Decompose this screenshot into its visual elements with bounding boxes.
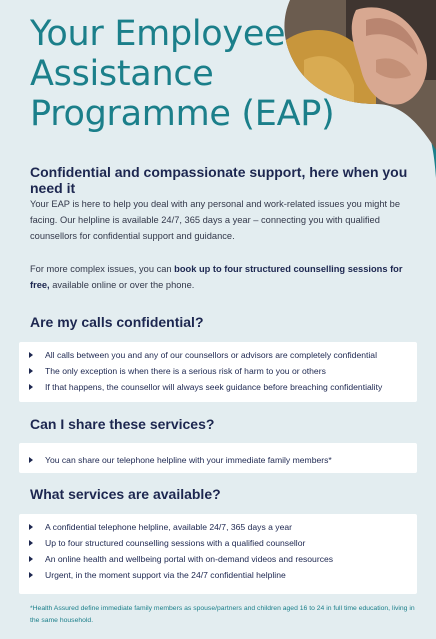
intro-subheading: Confidential and compassionate support, here when you need it [30, 164, 408, 196]
bullet-triangle-icon [29, 368, 33, 374]
bullet-triangle-icon [29, 572, 33, 578]
list-item-text: If that happens, the counsellor will always seek guidance before breaching confidentiality [45, 382, 383, 392]
list-item-text: The only exception is when there is a serious risk of harm to you or others [45, 366, 326, 376]
list-item [19, 347, 417, 363]
list-item [19, 567, 417, 583]
paragraph-text: For more complex issues, you can [30, 264, 175, 274]
list-item-text: You can share our telephone helpline with your immediate family members* [45, 455, 332, 465]
bullet-triangle-icon [29, 384, 33, 390]
page-title [30, 14, 334, 134]
bullet-triangle-icon [29, 524, 33, 530]
list-item [19, 519, 417, 535]
page-title-line: Programme (EAP) [30, 94, 335, 134]
confidential-card [19, 342, 417, 402]
bullet-triangle-icon [29, 352, 33, 358]
list-item [19, 363, 417, 379]
list-item-text: All calls between you and any of our counsellors or advisors are completely confidential [45, 350, 377, 360]
list-item [19, 535, 417, 551]
bullet-list [19, 452, 417, 468]
list-item [19, 379, 417, 395]
list-item-text: Up to four structured counselling sessions with a qualified counsellor [45, 538, 306, 548]
list-item-text: An online health and wellbeing portal with on-demand videos and resources [45, 554, 334, 564]
bullet-list [19, 347, 417, 395]
bullet-triangle-icon [29, 457, 33, 463]
list-item [19, 452, 417, 468]
intro-paragraph-sessions [30, 261, 410, 293]
list-item-text: A confidential telephone helpline, available 24/7, 365 days a year [45, 522, 293, 532]
list-item-text: Urgent, in the moment support via the 24/7 confidential helpline [45, 570, 286, 580]
paragraph-text: available online or over the phone. [49, 280, 195, 290]
list-item [19, 551, 417, 567]
bullet-triangle-icon [29, 556, 33, 562]
bullet-list [19, 519, 417, 583]
page-title-line: Your Employee [30, 14, 286, 54]
share-card [19, 443, 417, 473]
section-title-services: What services are available? [30, 486, 221, 502]
intro-paragraph: Your EAP is here to help you deal with any personal and work-related issues you might be facing. Our helpline is available 24/7, 365 days a year – connecting you with qualified counsellors for confidential support and guidance. [30, 199, 401, 241]
bullet-triangle-icon [29, 540, 33, 546]
page-title-line: Assistance [30, 54, 214, 94]
paragraph-bold-text: book up to four structured counselling sessions for free, [30, 264, 403, 290]
services-card [19, 514, 417, 594]
section-title-confidential: Are my calls confidential? [30, 314, 204, 330]
section-title-share: Can I share these services? [30, 416, 215, 432]
footnote: *Health Assured define immediate family members as spouse/partners and children aged 16 to 24 in full time education, living in the same household. [30, 605, 415, 624]
